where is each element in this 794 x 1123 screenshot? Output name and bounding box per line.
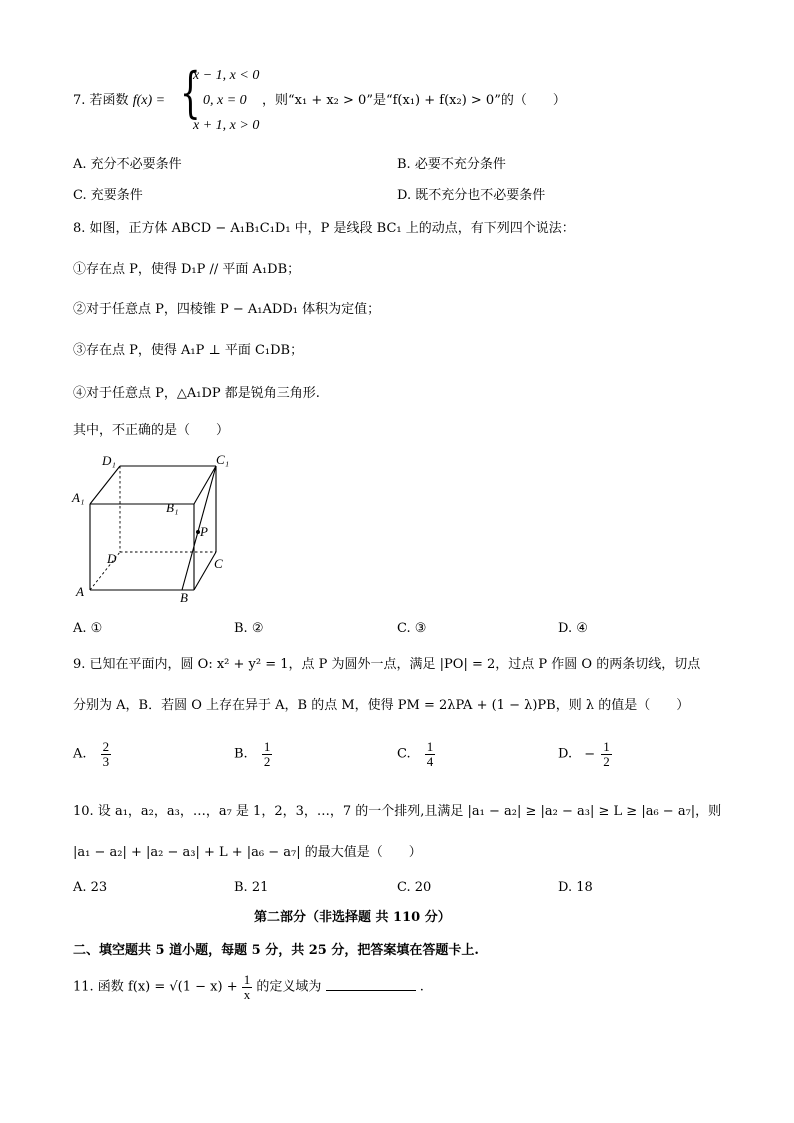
label-b: B <box>180 590 188 605</box>
label-p: P <box>200 524 208 539</box>
q8-statement-4: ④对于任意点 P，△A₁DP 都是锐角三角形. <box>73 386 320 401</box>
label-d: D <box>107 551 117 566</box>
q10-stem-line-2: |a₁ − a₂| + |a₂ − a₃| + L + |a₆ − a₇| 的最大值是（ ） <box>73 845 422 860</box>
section-heading: 二、填空题共 5 道小题，每题 5 分，共 25 分，把答案填在答题卡上. <box>73 943 479 958</box>
q9-option-b <box>234 740 272 768</box>
q10-option-d: D. 18 <box>558 880 593 895</box>
label-a: A <box>76 584 84 599</box>
q8-stem: 8. 如图，正方体 ABCD − A₁B₁C₁D₁ 中，P 是线段 BC₁ 上的动点，有下列四个说法： <box>73 221 575 236</box>
q9-stem-line-1: 9. 已知在平面内，圆 O: x² + y² = 1，点 P 为圆外一点，满足 |PO| = 2，过点 P 作圆 O 的两条切线，切点 <box>73 657 701 672</box>
q10-option-a: A. 23 <box>73 880 108 895</box>
q8-statement-3: ③存在点 P，使得 A₁P ⊥ 平面 C₁DB； <box>73 343 304 358</box>
q7-brace: { <box>180 61 201 124</box>
q11-denominator: x <box>243 986 251 1002</box>
q7-case-2: 0, x = 0 <box>203 93 247 108</box>
label-b1: B₁ <box>166 500 179 515</box>
q9-option-c-fraction <box>425 740 436 768</box>
edge-b-c <box>194 552 216 590</box>
q11-numerator: 1 <box>243 972 251 987</box>
q9-stem-line-2: 分别为 A，B．若圆 O 上存在异于 A，B 的点 M，使得 PM = 2λPA + (1 − λ)PB，则 λ 的值是（ ） <box>73 698 690 713</box>
q9-option-d <box>558 740 612 768</box>
q9-option-a-fraction <box>101 740 112 768</box>
q10-stem-line-1: 10. 设 a₁，a₂，a₃，…，a₇ 是 1，2，3，…，7 的一个排列,且满足 |a₁ − a₂| ≥ |a₂ − a₃| ≥ L ≥ |a₆ − a₇|，则 <box>73 804 722 819</box>
q9-option-c-label: C. <box>397 746 411 762</box>
q9-option-c-denominator: 4 <box>426 753 434 769</box>
q11-fraction <box>242 973 253 1001</box>
q8-option-d: D. ④ <box>558 621 588 636</box>
q9-option-c <box>397 740 435 768</box>
q9-option-d-denominator: 2 <box>603 753 610 769</box>
q11-stem <box>73 973 424 1001</box>
q8-question: 其中，不正确的是（ ） <box>73 423 230 438</box>
q7-number: 7. 若函数 <box>73 93 129 108</box>
q8-statement-1: ①存在点 P，使得 D₁P // 平面 A₁DB； <box>73 262 301 277</box>
q9-option-d-fraction <box>601 740 612 768</box>
edge-b1-c1 <box>194 466 216 504</box>
q9-option-b-numerator: 1 <box>263 739 271 754</box>
q8-option-c: C. ③ <box>397 621 427 636</box>
q9-option-a-denominator: 3 <box>102 753 110 769</box>
q7-stem-tail: ，则“x₁ + x₂ > 0”是“f(x₁) + f(x₂) > 0”的（ ） <box>262 93 566 108</box>
q9-option-a-label: A. <box>73 746 87 762</box>
q9-option-a-numerator: 2 <box>102 739 110 754</box>
q11-suffix: 的定义域为 <box>256 979 322 995</box>
q7-option-c: C. 充要条件 <box>73 188 143 203</box>
q8-statement-2: ②对于任意点 P，四棱锥 P − A₁ADD₁ 体积为定值； <box>73 302 381 317</box>
q7-stem <box>73 93 165 110</box>
q9-option-b-fraction <box>262 740 273 768</box>
label-a1: A₁ <box>72 490 85 505</box>
q9-option-a <box>73 740 111 768</box>
q9-option-d-sign: − <box>584 746 596 762</box>
label-c1: C₁ <box>216 452 230 467</box>
q10-option-c: C. 20 <box>397 880 432 895</box>
cube-figure <box>60 450 240 610</box>
q9-option-d-label: D. <box>558 746 573 762</box>
label-c: C <box>214 556 223 571</box>
edge-a1-d1 <box>90 466 120 504</box>
q11-prefix: 11. 函数 f(x) = √(1 − x) + <box>73 979 238 995</box>
q7-option-a: A. 充分不必要条件 <box>73 157 182 172</box>
q10-option-b: B. 21 <box>234 880 269 895</box>
q7-option-b: B. 必要不充分条件 <box>397 157 506 172</box>
q7-case-3: x + 1, x > 0 <box>193 118 260 133</box>
q11-answer-blank[interactable] <box>326 978 416 991</box>
q7-case-1: x − 1, x < 0 <box>193 68 260 83</box>
q7-function-name: f(x) = <box>132 93 166 108</box>
q8-option-b: B. ② <box>234 621 264 636</box>
q9-option-d-numerator: 1 <box>603 739 610 754</box>
q7-option-d: D. 既不充分也不必要条件 <box>397 188 546 203</box>
q11-end: . <box>419 979 424 995</box>
label-d1: D₁ <box>102 453 116 468</box>
segment-b-c1 <box>182 466 216 590</box>
q8-option-a: A. ① <box>73 621 103 636</box>
part2-title: 第二部分（非选择题 共 110 分） <box>254 910 451 925</box>
q9-option-c-numerator: 1 <box>426 739 434 754</box>
q9-option-b-denominator: 2 <box>263 753 271 769</box>
q9-option-b-label: B. <box>234 746 248 762</box>
